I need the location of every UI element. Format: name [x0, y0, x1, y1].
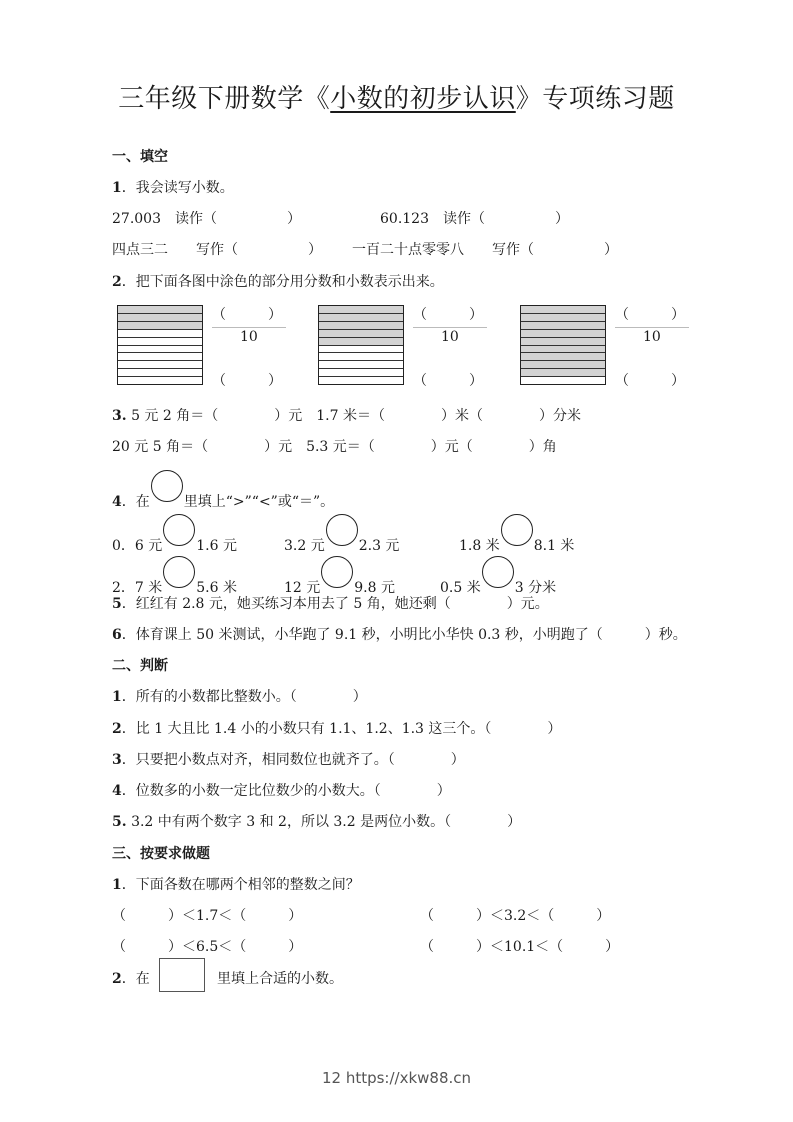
question-text: 3.2 中有两个数字 3 和 2，所以 3.2 是两位小数。（ ）	[126, 814, 522, 830]
question-text: 5 元 2 角＝（ ）元 1.7 米＝（ ）米（ ）分米	[126, 408, 581, 424]
compare-item-2	[284, 522, 399, 555]
judge-item-5[interactable]	[112, 811, 521, 831]
question-1-1	[112, 177, 234, 197]
read-item-2[interactable]: 60.123 读作（ ）	[380, 211, 569, 227]
denominator: 10	[441, 329, 459, 345]
shaded-row	[319, 306, 403, 314]
compare-left: 0．6 元	[112, 538, 163, 554]
denominator: 10	[643, 329, 661, 345]
write-item-1[interactable]: 四点三二 写作（ ）	[112, 242, 322, 258]
question-text-before: ．在	[121, 494, 150, 510]
question-number: 2	[112, 971, 122, 987]
shaded-row	[521, 369, 605, 377]
denominator: 10	[240, 329, 258, 345]
shaded-row	[521, 330, 605, 338]
fraction-bar	[212, 327, 286, 328]
compare-item-1	[112, 522, 237, 555]
shaded-row	[118, 314, 202, 322]
judge-item-2[interactable]	[112, 718, 561, 738]
compare-left: 0.5 米	[440, 580, 481, 596]
title-topic: 小数的初步认识	[330, 84, 516, 114]
question-text: ．位数多的小数一定比位数少的小数大。（ ）	[121, 783, 451, 799]
shaded-row	[118, 306, 202, 314]
shaded-row	[521, 346, 605, 354]
question-number: 4	[112, 494, 122, 510]
page-title	[0, 78, 793, 115]
compare-right: 5.6 米	[196, 580, 237, 596]
title-prefix: 三年级下册数学《	[118, 84, 331, 114]
question-3-1	[112, 874, 360, 894]
between-item-1[interactable]: （ ）＜1.7＜（ ）	[112, 908, 303, 924]
question-text-after: 里填上合适的小数。	[217, 971, 343, 987]
unshaded-row	[319, 377, 403, 384]
shaded-row	[521, 306, 605, 314]
compare-circle[interactable]	[326, 514, 358, 546]
judge-item-3[interactable]	[112, 749, 465, 769]
shaded-figure-2	[318, 305, 404, 385]
unshaded-row	[118, 361, 202, 369]
compare-right: 3 分米	[514, 580, 557, 596]
fraction-bar	[413, 327, 487, 328]
answer-box[interactable]	[159, 958, 205, 992]
write-item-2[interactable]: 一百二十点零零八 写作（ ）	[352, 242, 618, 258]
question-text-before: ．在	[121, 971, 150, 987]
unshaded-row	[521, 377, 605, 384]
question-number: 2	[112, 274, 122, 290]
question-1-6[interactable]	[112, 624, 687, 644]
shaded-row	[118, 322, 202, 330]
question-number: 5	[112, 596, 122, 612]
section-heading-judge: 二、判断	[112, 658, 168, 674]
numerator-blank[interactable]: （ ）	[212, 307, 282, 323]
compare-right: 9.8 元	[354, 580, 395, 596]
question-number: 2	[112, 721, 122, 737]
compare-left: 12 元	[284, 580, 321, 596]
title-suffix: 》专项练习题	[515, 84, 675, 114]
between-item-2[interactable]: （ ）＜3.2＜（ ）	[420, 908, 611, 924]
unshaded-row	[319, 353, 403, 361]
shaded-row	[521, 361, 605, 369]
between-item-3[interactable]: （ ）＜6.5＜（ ）	[112, 939, 303, 955]
question-1-3-line-2[interactable]: 20 元 5 角＝（ ）元 5.3 元＝（ ）元（ ）角	[112, 439, 557, 455]
question-1-5[interactable]	[112, 593, 549, 613]
shaded-figure-1	[117, 305, 203, 385]
unshaded-row	[319, 369, 403, 377]
shaded-row	[319, 314, 403, 322]
question-text: ．我会读写小数。	[121, 180, 234, 196]
question-number: 6	[112, 627, 122, 643]
question-1-2	[112, 271, 444, 291]
section-heading-tasks: 三、按要求做题	[112, 846, 210, 862]
judge-item-4[interactable]	[112, 780, 451, 800]
question-text: ．把下面各图中涂色的部分用分数和小数表示出来。	[121, 274, 444, 290]
question-text: ．所有的小数都比整数小。（ ）	[121, 689, 367, 705]
compare-circle[interactable]	[482, 556, 514, 588]
question-number: 1	[112, 689, 122, 705]
compare-circle[interactable]	[501, 514, 533, 546]
shaded-figure-3	[520, 305, 606, 385]
judge-item-1[interactable]	[112, 686, 367, 706]
shaded-row	[319, 338, 403, 346]
shaded-row	[521, 353, 605, 361]
question-text: ．比 1 大且比 1.4 小的小数只有 1.1、1.2、1.3 这三个。（ ）	[121, 721, 562, 737]
unshaded-row	[118, 377, 202, 384]
compare-right: 1.6 元	[196, 538, 237, 554]
compare-left: 3.2 元	[284, 538, 325, 554]
section-heading-fill-in: 一、填空	[112, 149, 168, 165]
shaded-row	[521, 322, 605, 330]
question-number: 3	[112, 752, 122, 768]
question-text: ．只要把小数点对齐，相同数位也就齐了。（ ）	[121, 752, 465, 768]
question-number: 5.	[112, 814, 127, 830]
circle-icon	[151, 470, 183, 502]
compare-right: 2.3 元	[358, 538, 400, 554]
question-1-4	[112, 478, 334, 511]
between-item-4[interactable]: （ ）＜10.1＜（ ）	[420, 939, 620, 955]
compare-left: 2．7 米	[112, 580, 163, 596]
numerator-blank[interactable]: （ ）	[615, 307, 685, 323]
shaded-row	[521, 338, 605, 346]
page-footer: 12 https://xkw88.cn	[321, 1069, 472, 1087]
unshaded-row	[319, 346, 403, 354]
decimal-blank[interactable]: （ ）	[413, 373, 483, 389]
read-item-1[interactable]: 27.003 读作（ ）	[112, 211, 301, 227]
compare-item-3	[459, 522, 574, 555]
question-3-2	[112, 968, 150, 988]
shaded-row	[319, 322, 403, 330]
compare-right: 8.1 米	[533, 538, 575, 554]
question-1-3-line-1[interactable]	[112, 405, 581, 425]
question-text: ．红红有 2.8 元，她买练习本用去了 5 角，她还剩（ ）元。	[121, 596, 549, 612]
numerator-blank[interactable]: （ ）	[413, 307, 483, 323]
shaded-row	[319, 330, 403, 338]
compare-circle[interactable]	[163, 556, 195, 588]
question-text: ．下面各数在哪两个相邻的整数之间？	[121, 877, 360, 893]
decimal-blank[interactable]: （ ）	[615, 373, 685, 389]
unshaded-row	[319, 361, 403, 369]
compare-circle[interactable]	[321, 556, 353, 588]
unshaded-row	[118, 369, 202, 377]
question-text: ．体育课上 50 米测试，小华跑了 9.1 秒，小明比小华快 0.3 秒，小明跑了（ ）秒。	[121, 627, 687, 643]
fraction-bar	[615, 327, 689, 328]
unshaded-row	[118, 346, 202, 354]
decimal-blank[interactable]: （ ）	[212, 373, 282, 389]
question-text-after: 里填上“>”“<”或“＝”。	[183, 494, 335, 510]
question-number: 1	[112, 877, 122, 893]
unshaded-row	[118, 330, 202, 338]
question-number: 4	[112, 783, 122, 799]
question-number: 1	[112, 180, 122, 196]
compare-circle[interactable]	[163, 514, 195, 546]
unshaded-row	[118, 353, 202, 361]
compare-left: 1.8 米	[459, 538, 500, 554]
unshaded-row	[118, 338, 202, 346]
shaded-row	[521, 314, 605, 322]
question-number: 3.	[112, 408, 127, 424]
